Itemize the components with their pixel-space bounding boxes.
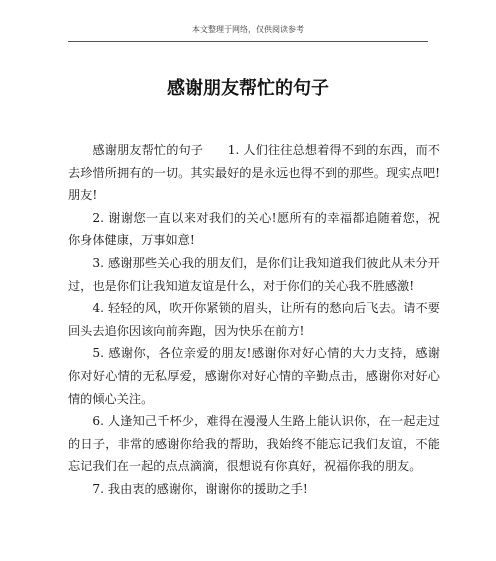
document-body (68, 139, 440, 501)
header-note: 本文整理于网络，仅供阅读参考 (192, 25, 304, 34)
paragraph: 感谢朋友帮忙的句子 1. 人们往往总想着得不到的东西，而不去珍惜所拥有的一切。其实最好的是永远也得不到的那些。现实点吧!朋友! (68, 143, 440, 203)
paragraph: 3. 感谢那些关心我的朋友们，是你们让我知道我们彼此从未分开过，也是你们让我知道友谊是什么，对于你们的关心我不胜感激! (68, 255, 440, 293)
header-divider (68, 41, 428, 42)
paragraph: 6. 人逢知己千杯少，难得在漫漫人生路上能认识你，在一起走过的日子，非常的感谢你给我的帮助，我始终不能忘记我们友谊，不能忘记我们在一起的点点滴滴，很想说有你真好，祝福你我的朋友。 (68, 414, 440, 474)
paragraph: 7. 我由衷的感谢你，谢谢你的援助之手! (92, 481, 308, 496)
paragraph: 4. 轻轻的风，吹开你紧锁的眉头，让所有的愁向后飞去。请不要回头去追你因该向前奔跑，因为快乐在前方! (68, 301, 440, 338)
paragraph: 5. 感谢你，各位亲爱的朋友!感谢你对好心情的大力支持，感谢你对好心情的无私厚爱，感谢你对好心情的辛勤点击，感谢你对好心情的倾心关注。 (68, 346, 440, 406)
document-title: 感谢朋友帮忙的句子 (167, 78, 329, 99)
paragraph: 2. 谢谢您一直以来对我们的关心!愿所有的幸福都追随着您，祝你身体健康，万事如意! (68, 210, 440, 248)
